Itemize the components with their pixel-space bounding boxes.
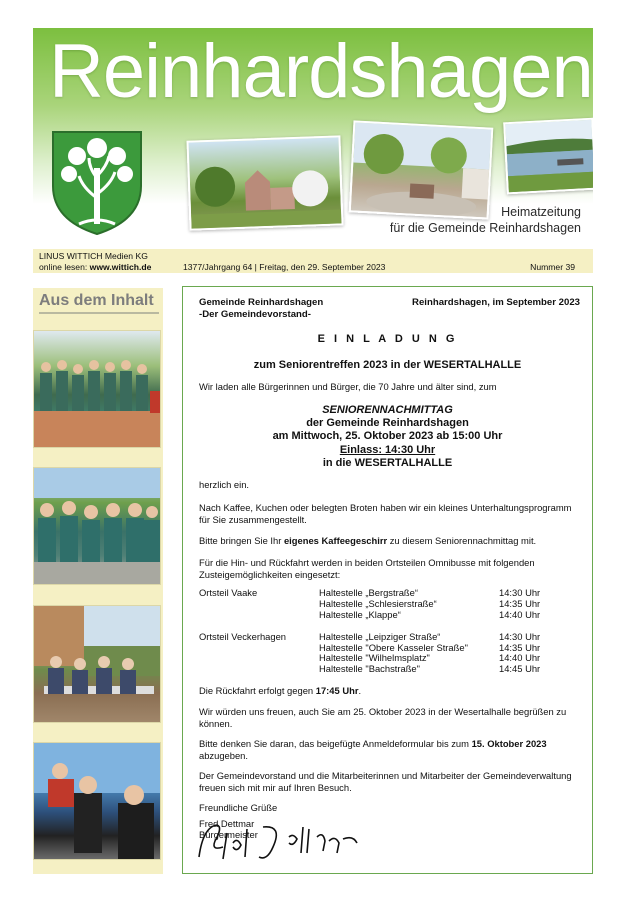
- stop-cell: Haltestelle „Leipziger Straße“: [319, 630, 441, 642]
- newspaper-subtitle: [390, 204, 581, 236]
- invitation-closing-phrase: herzlich ein.: [199, 479, 250, 490]
- newspaper-title: Reinhardshagen: [49, 29, 593, 114]
- time-cell: 14:30 Uhr: [499, 587, 541, 598]
- signature: [193, 807, 363, 867]
- subtitle-line-2: für die Gemeinde Reinhardshagen: [389, 221, 581, 235]
- event-details: [183, 404, 592, 470]
- greeting: Freundliche Grüße: [199, 802, 278, 813]
- form-deadline: 15. Oktober 2023: [471, 738, 547, 749]
- return-text-post: .: [358, 685, 362, 696]
- letter-heading: E I N L A D U N G: [317, 333, 458, 345]
- letter-subheading: zum Seniorentreffen 2023 in der WESERTALHALLE: [253, 359, 522, 371]
- bring-paragraph: [199, 535, 584, 547]
- letter-sender: [199, 297, 323, 321]
- event-host: der Gemeinde Reinhardshagen: [306, 417, 469, 430]
- stop-cell: Haltestelle „Bergstraße“: [319, 587, 418, 598]
- online-label: online lesen:: [39, 262, 88, 272]
- bring-text-bold: eigenes Kaffeegeschirr: [283, 535, 388, 546]
- sidebar-heading: Aus dem Inhalt: [39, 292, 159, 314]
- district-cell: Ortsteil Vaake: [199, 587, 258, 598]
- event-date: am Mittwoch, 25. Oktober 2023 ab 15:00 Uhr: [272, 430, 503, 443]
- weser-river-photo: [503, 118, 593, 195]
- table-row: [199, 632, 584, 643]
- issue-number: Nummer 39: [530, 262, 575, 272]
- publisher-strip: [33, 249, 593, 273]
- letter-place-date: Reinhardshagen, im September 2023: [412, 297, 580, 308]
- bring-text-pre: Bitte bringen Sie Ihr: [199, 535, 284, 546]
- stop-cell: Haltestelle "Obere Kasseler Straße": [319, 641, 468, 653]
- stop-cell: Haltestelle "Bachstraße": [319, 663, 420, 675]
- stop-cell: Haltestelle „Schlesierstraße“: [319, 597, 437, 609]
- subtitle-line-1: Heimatzeitung: [501, 205, 581, 219]
- publisher-info: [39, 251, 151, 273]
- coat-of-arms-icon: [49, 128, 145, 238]
- sender-line-1: Gemeinde Reinhardshagen: [199, 297, 324, 308]
- stop-cell: Haltestelle „Klappe“: [319, 608, 401, 620]
- table-row: [199, 664, 584, 675]
- form-text-pre: Bitte denken Sie daran, das beigefügte Anmeldeformular bis zum: [199, 738, 472, 749]
- signer-title: Bürgermeister: [199, 829, 258, 840]
- form-text-post: abzugeben.: [199, 749, 249, 761]
- music-performers-photo[interactable]: [33, 742, 161, 860]
- tennis-team-photo[interactable]: [33, 330, 161, 448]
- time-cell: 14:45 Uhr: [499, 663, 541, 675]
- sports-group-photo[interactable]: [33, 467, 161, 585]
- publisher-name: LINUS WITTICH Medien KG: [39, 251, 148, 261]
- bus-intro-paragraph: Für die Hin- und Rückfahrt werden in beiden Ortsteilen Omnibusse mit folgenden Zusteigemöglichkeiten eingesetzt:: [199, 557, 535, 580]
- issue-info: 1377/Jahrgang 64 | Freitag, den 29. September 2023: [183, 262, 386, 272]
- sender-line-2: -Der Gemeindevorstand-: [199, 309, 311, 320]
- welcome-paragraph: Wir würden uns freuen, auch Sie am 25. Oktober 2023 in der Wesertalhalle begrüßen zu können.: [199, 706, 567, 729]
- event-admission: Einlass: 14:30 Uhr: [339, 443, 436, 456]
- time-cell: 14:40 Uhr: [499, 608, 541, 620]
- closing-paragraph: Der Gemeindevorstand und die Mitarbeiterinnen und Mitarbeiter der Gemeindeverwaltung freuen sich mit mir auf Ihren Besuch.: [199, 770, 572, 793]
- invitation-letter: [182, 286, 593, 874]
- return-text-pre: Die Rückfahrt erfolgt gegen: [199, 685, 316, 696]
- return-paragraph: [199, 685, 584, 697]
- event-venue: in die WESERTALHALLE: [322, 456, 453, 469]
- stop-cell: Haltestelle "Wilhelmsplatz": [319, 652, 430, 664]
- signer-name: Fred Dettmar: [199, 818, 255, 829]
- bring-text-post: zu diesem Seniorennachmittag mit.: [387, 535, 537, 546]
- table-row: [199, 610, 584, 621]
- seniors-bench-photo[interactable]: [33, 605, 161, 723]
- time-cell: 14:35 Uhr: [499, 597, 541, 609]
- invitation-intro: Wir laden alle Bürgerinnen und Bürger, die 70 Jahre und älter sind, zum: [199, 381, 497, 392]
- time-cell: 14:35 Uhr: [499, 641, 541, 653]
- masthead: [33, 28, 593, 248]
- return-time: 17:45 Uhr: [315, 685, 359, 696]
- event-title: SENIORENNACHMITTAG: [322, 404, 453, 416]
- publisher-website-link[interactable]: www.wittich.de: [89, 262, 152, 272]
- registration-paragraph: [199, 738, 584, 761]
- district-cell: Ortsteil Veckerhagen: [199, 630, 287, 642]
- time-cell: 14:30 Uhr: [499, 630, 541, 642]
- church-photo: [186, 135, 343, 230]
- time-cell: 14:40 Uhr: [499, 652, 541, 664]
- program-paragraph: Nach Kaffee, Kuchen oder belegten Broten haben wir ein kleines Unterhaltungsprogramm für Sie zusammengestellt.: [199, 502, 572, 525]
